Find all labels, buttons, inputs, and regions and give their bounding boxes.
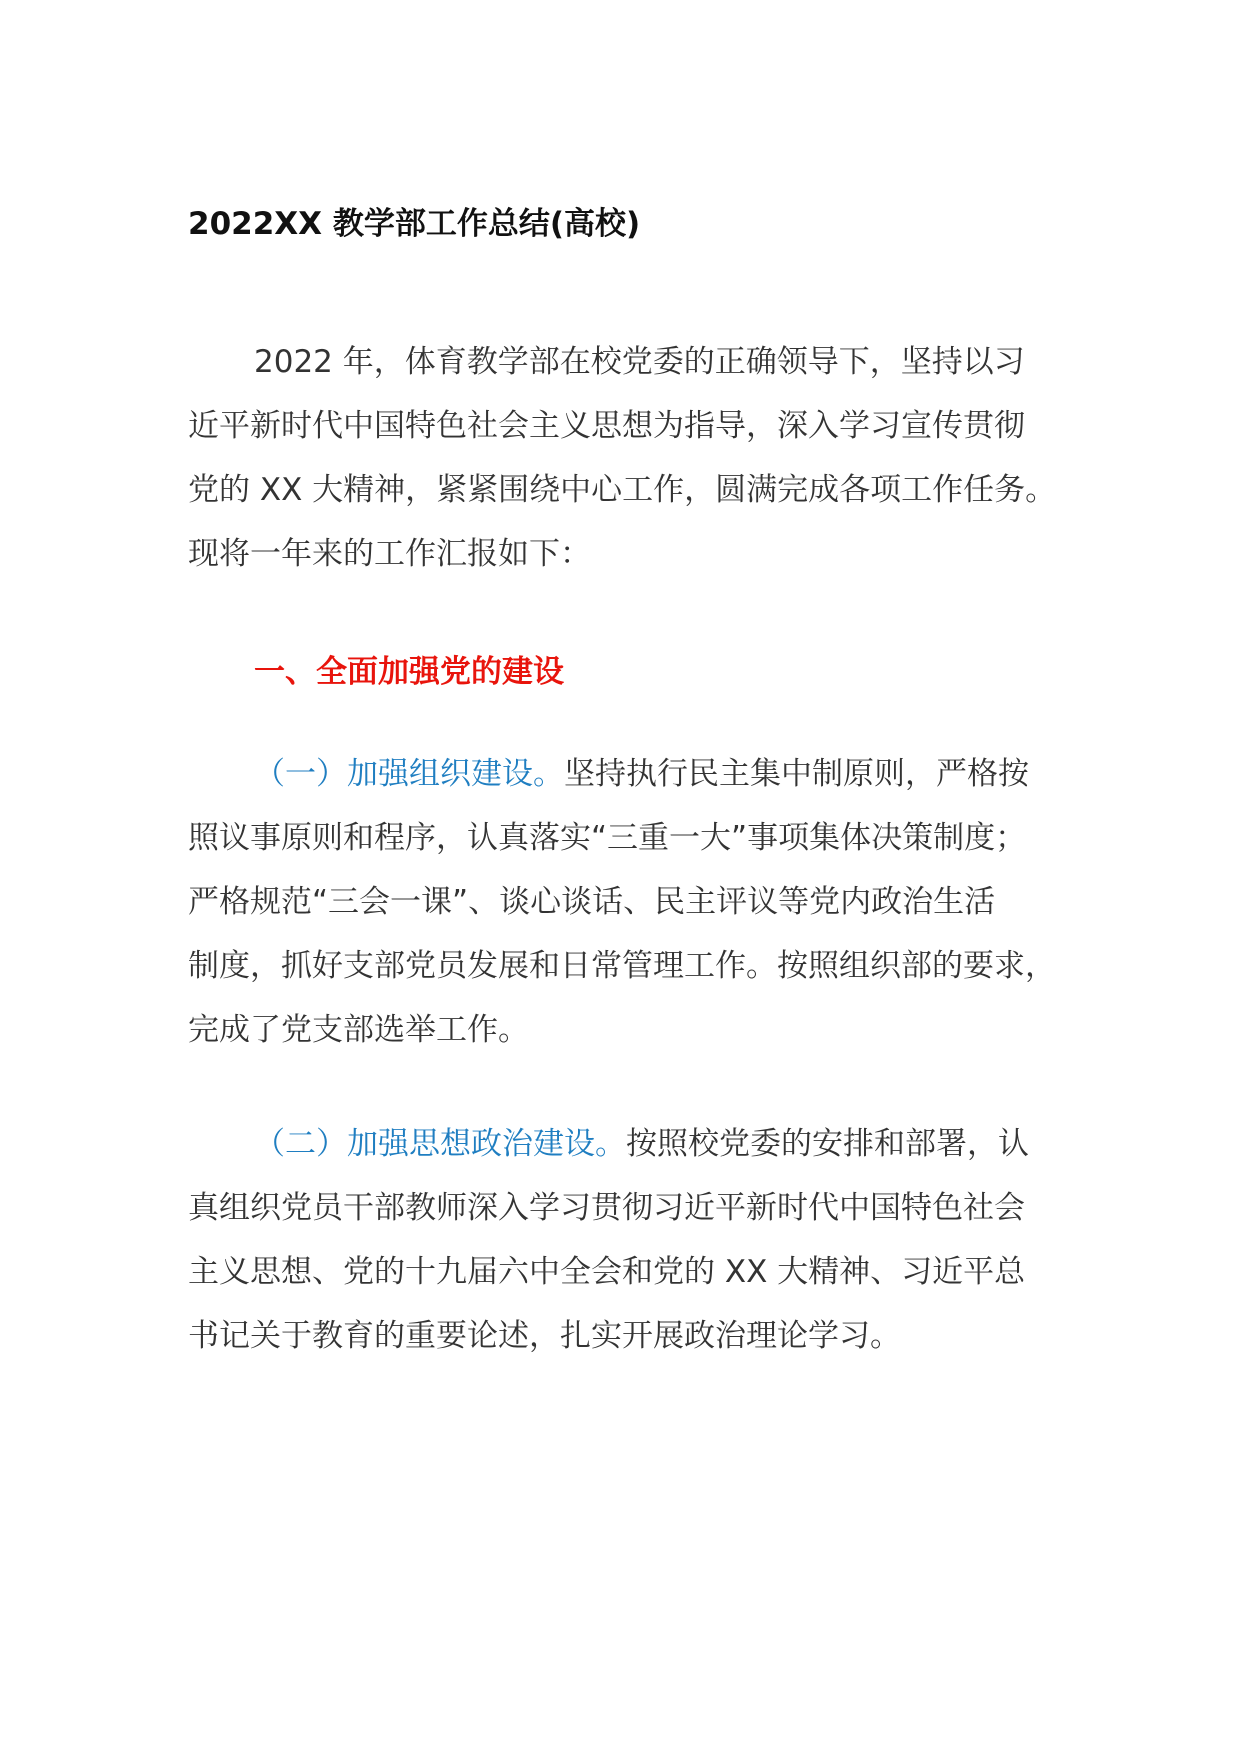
paragraph-line: 书记关于教育的重要论述，扎实开展政治理论学习。: [188, 1318, 901, 1354]
intro-paragraph: [188, 330, 1088, 586]
paragraph-line: 完成了党支部选举工作。: [188, 1012, 529, 1048]
intro-line: 近平新时代中国特色社会主义思想为指导，深入学习宣传贯彻: [188, 408, 1025, 444]
paragraph-line: 真组织党员干部教师深入学习贯彻习近平新时代中国特色社会: [188, 1190, 1025, 1226]
document-title: 2022XX 教学部工作总结(高校): [188, 206, 641, 242]
sub-heading-ideological: （二）加强思想政治建设。: [254, 1126, 626, 1162]
intro-line: 2022 年，体育教学部在校党委的正确领导下，坚持以习: [254, 344, 1025, 380]
section-heading-party-building: 一、全面加强党的建设: [254, 654, 564, 690]
intro-line: 现将一年来的工作汇报如下：: [188, 536, 591, 572]
paragraph-first-line: [188, 742, 1088, 806]
sub-heading-organization: （一）加强组织建设。: [254, 756, 564, 792]
paragraph-line: 照议事原则和程序，认真落实“三重一大”事项集体决策制度；: [188, 820, 1027, 856]
intro-line: 党的 XX 大精神，紧紧围绕中心工作，圆满完成各项工作任务。: [188, 472, 1057, 508]
paragraph-first-line: [188, 1112, 1088, 1176]
paragraph-line: 主义思想、党的十九届六中全会和党的 XX 大精神、习近平总: [188, 1254, 1026, 1290]
ideological-building-paragraph: [188, 1112, 1088, 1368]
paragraph-text: 按照校党委的安排和部署，认: [626, 1126, 1029, 1162]
organization-building-paragraph: [188, 742, 1088, 1062]
paragraph-line: 严格规范“三会一课”、谈心谈话、民主评议等党内政治生活: [188, 884, 996, 920]
paragraph-text: 坚持执行民主集中制原则，严格按: [564, 756, 1029, 792]
paragraph-line: 制度，抓好支部党员发展和日常管理工作。按照组织部的要求，: [188, 948, 1056, 984]
